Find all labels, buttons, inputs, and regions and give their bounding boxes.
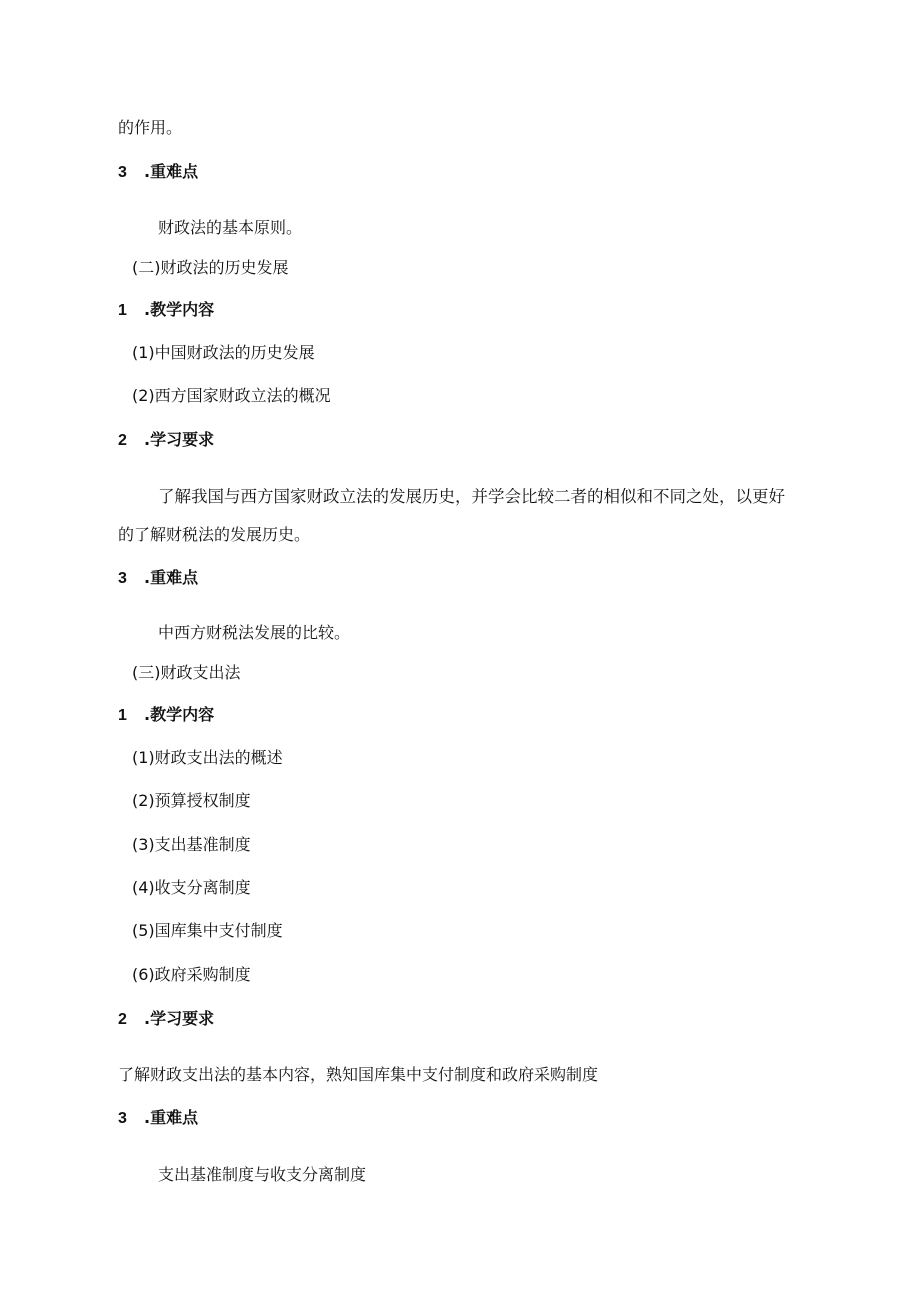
list-item: (4)收支分离制度 xyxy=(132,878,251,897)
heading-learning-requirements xyxy=(118,432,214,449)
paragraph: 中西方财税法发展的比较。 xyxy=(158,623,351,642)
heading-number: 3 xyxy=(118,164,127,181)
heading-text: .重难点 xyxy=(144,1108,199,1127)
heading-number: 2 xyxy=(118,432,127,449)
paragraph: 财政法的基本原则。 xyxy=(158,218,303,237)
paragraph-continuation: 的作用。 xyxy=(118,118,183,137)
section-heading: (二)财政法的历史发展 xyxy=(132,258,289,277)
heading-number: 3 xyxy=(118,570,127,587)
section-heading: (三)财政支出法 xyxy=(132,663,241,682)
heading-text: .学习要求 xyxy=(144,430,215,449)
heading-learning-requirements xyxy=(118,1011,214,1028)
paragraph: 了解我国与西方国家财政立法的发展历史，并学会比较二者的相似和不同之处，以更好 xyxy=(158,487,785,506)
heading-text: .教学内容 xyxy=(144,300,215,319)
paragraph: 了解财政支出法的基本内容，熟知国库集中支付制度和政府采购制度 xyxy=(118,1065,599,1084)
paragraph: 的了解财税法的发展历史。 xyxy=(118,525,311,544)
heading-key-points xyxy=(118,1110,198,1127)
list-item: (2)预算授权制度 xyxy=(132,791,251,810)
list-item: (6)政府采购制度 xyxy=(132,965,251,984)
heading-text: .重难点 xyxy=(144,568,199,587)
heading-text: .学习要求 xyxy=(144,1009,215,1028)
heading-number: 3 xyxy=(118,1110,127,1127)
heading-key-points xyxy=(118,164,198,181)
heading-text: .重难点 xyxy=(144,162,199,181)
list-item: (3)支出基准制度 xyxy=(132,835,251,854)
heading-text: .教学内容 xyxy=(144,705,215,724)
heading-teaching-content xyxy=(118,302,214,319)
heading-number: 2 xyxy=(118,1011,127,1028)
heading-teaching-content xyxy=(118,707,214,724)
list-item: (1)财政支出法的概述 xyxy=(132,748,283,767)
heading-number: 1 xyxy=(118,302,127,319)
list-item: (1)中国财政法的历史发展 xyxy=(132,343,315,362)
list-item: (5)国库集中支付制度 xyxy=(132,921,283,940)
heading-number: 1 xyxy=(118,707,127,724)
paragraph: 支出基准制度与收支分离制度 xyxy=(158,1165,367,1184)
list-item: (2)西方国家财政立法的概况 xyxy=(132,386,331,405)
heading-key-points xyxy=(118,570,198,587)
